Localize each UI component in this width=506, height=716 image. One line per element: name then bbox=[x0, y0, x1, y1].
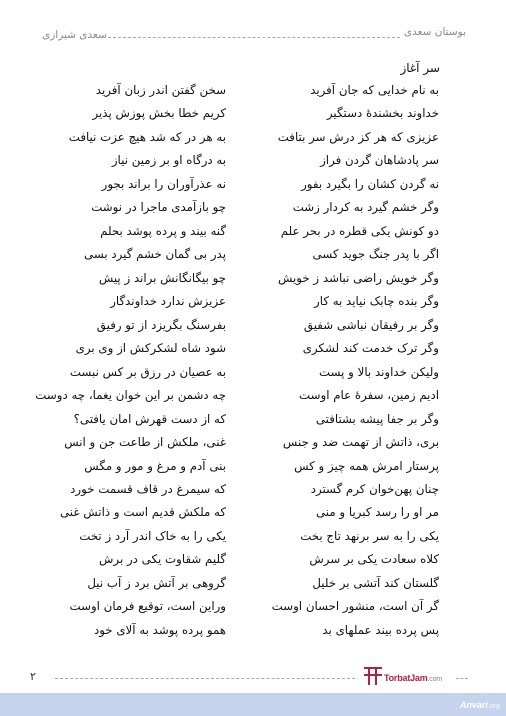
first-hemistich: بری، ذاتش از تهمت ضد و جنس bbox=[282, 435, 439, 450]
first-hemistich: یکی را به سر برنهد تاج بخت bbox=[300, 528, 439, 543]
first-hemistich: وگر بر رفیقان نباشی شفیق bbox=[303, 317, 439, 332]
first-hemistich: خداوند بخشندهٔ دستگیر bbox=[326, 106, 439, 121]
author-name: سعدی شیرازی bbox=[42, 29, 107, 41]
second-hemistich: بنی آدم و مرغ و مور و مگس bbox=[84, 458, 226, 473]
book-title: بوستان سعدی bbox=[403, 26, 466, 38]
first-hemistich: گر آن است، منشور احسان اوست bbox=[271, 599, 439, 614]
second-hemistich: نه عذرآوران را براند بجور bbox=[101, 176, 226, 191]
second-hemistich: چو بازآمدی ماجرا در نوشت bbox=[91, 200, 226, 215]
second-hemistich: غنی، ملکش از طاعت جن و انس bbox=[64, 435, 226, 450]
couplet bbox=[0, 223, 506, 246]
watermark-domain: .org bbox=[487, 703, 500, 710]
first-hemistich: گلستان کند آتشی بر خلیل bbox=[312, 575, 439, 590]
first-hemistich: وگر خویش راضی نباشد ز خویش bbox=[277, 270, 439, 285]
logo-wordmark[interactable] bbox=[384, 673, 442, 683]
footer-divider bbox=[55, 678, 355, 679]
second-hemistich: یکی را به خاک اندر آرد ز تخت bbox=[79, 528, 226, 543]
couplet bbox=[0, 622, 506, 645]
second-hemistich: گروهی بر آتش برد ز آب نیل bbox=[87, 575, 226, 590]
couplet bbox=[0, 317, 506, 340]
second-hemistich: به عصیان در رزق بر کس نبست bbox=[69, 364, 226, 379]
section-title: سر آغاز bbox=[400, 61, 440, 75]
second-hemistich: که از دست قهرش امان یافتی؟ bbox=[73, 411, 226, 426]
couplet bbox=[0, 340, 506, 363]
page-number: ۲ bbox=[30, 670, 36, 683]
first-hemistich: ادیم زمین، سفرهٔ عام اوست bbox=[299, 388, 439, 403]
couplet bbox=[0, 129, 506, 152]
couplet bbox=[0, 199, 506, 222]
torbatjam-logo-icon bbox=[362, 665, 384, 687]
couplet bbox=[0, 551, 506, 574]
couplet bbox=[0, 270, 506, 293]
first-hemistich: کلاه سعادت یکی بر سرش bbox=[309, 552, 439, 567]
second-hemistich: عزیزش ندارد خداوندگار bbox=[110, 294, 226, 309]
first-hemistich: وگر بنده چابک نیاید به کار bbox=[314, 294, 439, 309]
first-hemistich: دو کونش یکی قطره در بحر علم bbox=[280, 223, 439, 238]
second-hemistich: به درگاه او بر زمین نیاز bbox=[111, 153, 226, 168]
second-hemistich: که سیمرغ در قاف قسمت خورد bbox=[70, 481, 226, 496]
second-hemistich: که ملکش قدیم است و ذاتش غنی bbox=[59, 505, 226, 520]
couplet bbox=[0, 504, 506, 527]
couplet bbox=[0, 481, 506, 504]
first-hemistich: چنان پهن‌خوان کرم گسترد bbox=[310, 481, 439, 496]
couplet bbox=[0, 434, 506, 457]
couplet bbox=[0, 152, 506, 175]
second-hemistich: پدر بی گمان خشم گیرد بسی bbox=[84, 247, 226, 262]
first-hemistich: پرستار امرش همه چیز و کس bbox=[294, 458, 439, 473]
second-hemistich: سخن گفتن اندر زبان آفرید bbox=[95, 83, 226, 97]
logo-domain: .com bbox=[427, 676, 442, 683]
second-hemistich: بفرسنگ بگریزد از تو رفیق bbox=[96, 317, 226, 332]
first-hemistich: نه گردن کشان را بگیرد بفور bbox=[301, 176, 439, 191]
second-hemistich: شود شاه لشکرکش از وی بری bbox=[75, 341, 226, 356]
couplet bbox=[0, 105, 506, 128]
first-hemistich: وگر بر جفا پیشه بشتافتی bbox=[315, 411, 439, 426]
watermark bbox=[460, 700, 500, 710]
poem-couplets bbox=[0, 82, 506, 645]
first-hemistich: به نام خدایی که جان آفرید bbox=[310, 83, 439, 97]
couplet bbox=[0, 82, 506, 105]
couplet bbox=[0, 246, 506, 269]
second-hemistich: همو پرده پوشد به آلای خود bbox=[93, 622, 226, 637]
second-hemistich: گلیم شقاوت یکی در برش bbox=[99, 552, 226, 567]
couplet bbox=[0, 176, 506, 199]
watermark-name: Anvari bbox=[459, 700, 488, 710]
logo-name: TorbatJam bbox=[384, 673, 428, 683]
couplet bbox=[0, 458, 506, 481]
second-hemistich: گنه بیند و پرده پوشد بحلم bbox=[100, 223, 226, 238]
first-hemistich: مر او را رسد کبریا و منی bbox=[315, 505, 439, 520]
first-hemistich: اگر با پدر جنگ جوید کسی bbox=[312, 247, 439, 262]
second-hemistich: وراین است، توقیع فرمان اوست bbox=[69, 599, 226, 614]
first-hemistich: عزیزی که هر کز درش سر بتافت bbox=[277, 129, 439, 144]
couplet bbox=[0, 411, 506, 434]
bottom-band bbox=[0, 693, 506, 716]
first-hemistich: سر پادشاهان گردن فراز bbox=[320, 153, 439, 168]
couplet bbox=[0, 598, 506, 621]
second-hemistich: چه دشمن بر این خوان یغما، چه دوست bbox=[35, 388, 226, 403]
first-hemistich: پس پرده بیند عملهای بد bbox=[322, 622, 439, 637]
couplet bbox=[0, 387, 506, 410]
header-divider bbox=[108, 37, 400, 38]
first-hemistich: ولیکن خداوند بالا و پست bbox=[319, 364, 439, 379]
first-hemistich: وگر خشم گیرد به کردار زشت bbox=[292, 200, 439, 215]
couplet bbox=[0, 528, 506, 551]
footer-divider-right bbox=[456, 678, 468, 679]
couplet bbox=[0, 293, 506, 316]
second-hemistich: چو بیگانگانش براند ز پیش bbox=[98, 270, 226, 285]
second-hemistich: به هر در که شد هیچ عزت نیافت bbox=[68, 129, 226, 144]
second-hemistich: کریم خطا بخش پوزش پذیر bbox=[92, 106, 226, 121]
couplet bbox=[0, 575, 506, 598]
couplet bbox=[0, 364, 506, 387]
first-hemistich: وگر ترک خدمت کند لشکری bbox=[302, 341, 439, 356]
